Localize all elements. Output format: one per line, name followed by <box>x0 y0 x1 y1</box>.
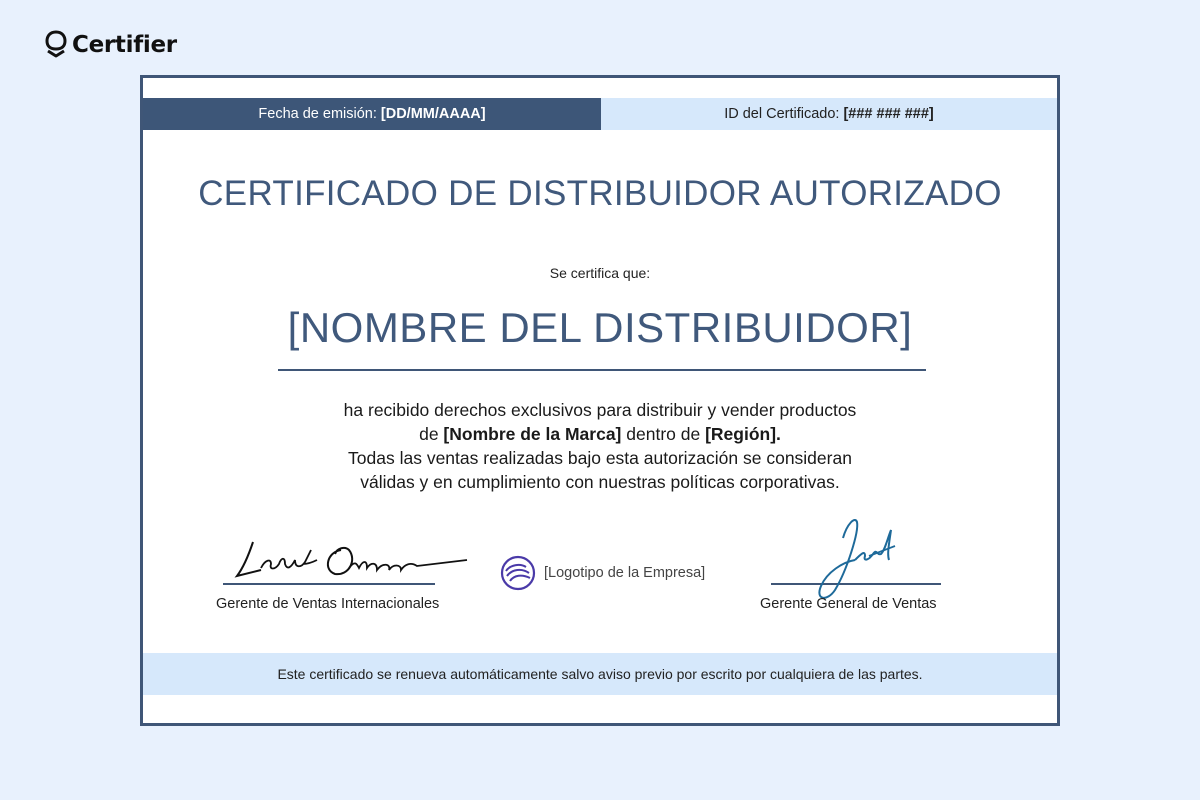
brand-placeholder: [Nombre de la Marca] <box>443 424 622 444</box>
issue-date <box>143 98 601 130</box>
certificate-id-label: ID del Certificado: <box>724 106 840 122</box>
signature-right <box>803 510 913 605</box>
issue-date-value: [DD/MM/AAAA] <box>380 106 486 122</box>
certifier-logo-icon <box>44 30 68 60</box>
company-logo-label: [Logotipo de la Empresa] <box>544 565 706 581</box>
body-line-2-pre: de <box>419 424 444 444</box>
signature-title-left: Gerente de Ventas Internacionales <box>216 596 440 612</box>
certificate-id-value: [### ### ###] <box>843 106 934 122</box>
body-line-2 <box>143 422 1057 446</box>
signature-line-left <box>223 583 435 585</box>
company-logo-icon <box>500 555 536 591</box>
certificate <box>140 75 1060 726</box>
body-line-4: válidas y en cumplimiento con nuestras políticas corporativas. <box>360 472 840 492</box>
company-logo <box>500 555 705 591</box>
recipient-underline <box>278 369 926 371</box>
signature-title-right: Gerente General de Ventas <box>760 596 937 612</box>
renewal-notice <box>143 653 1057 695</box>
issue-date-label: Fecha de emisión: <box>258 106 377 122</box>
region-placeholder: [Región]. <box>705 424 781 444</box>
body-line-3: Todas las ventas realizadas bajo esta autorización se consideran <box>348 448 852 468</box>
signature-left <box>231 530 481 590</box>
body-line-2-mid: dentro de <box>621 424 706 444</box>
brand-name: Certifier <box>72 32 177 58</box>
certificate-body <box>143 398 1057 494</box>
certificate-header-bar <box>143 98 1057 130</box>
certify-lead: Se certifica que: <box>549 265 651 281</box>
certificate-id <box>601 98 1057 130</box>
body-line-1: ha recibido derechos exclusivos para distribuir y vender productos <box>343 400 857 420</box>
recipient-name: [NOMBRE DEL DISTRIBUIDOR] <box>287 304 913 351</box>
renewal-notice-text: Este certificado se renueva automáticamente salvo aviso previo por escrito por cualquiera de las partes. <box>277 666 923 682</box>
certifier-brand <box>44 30 177 60</box>
certificate-title: CERTIFICADO DE DISTRIBUIDOR AUTORIZADO <box>198 174 1002 213</box>
